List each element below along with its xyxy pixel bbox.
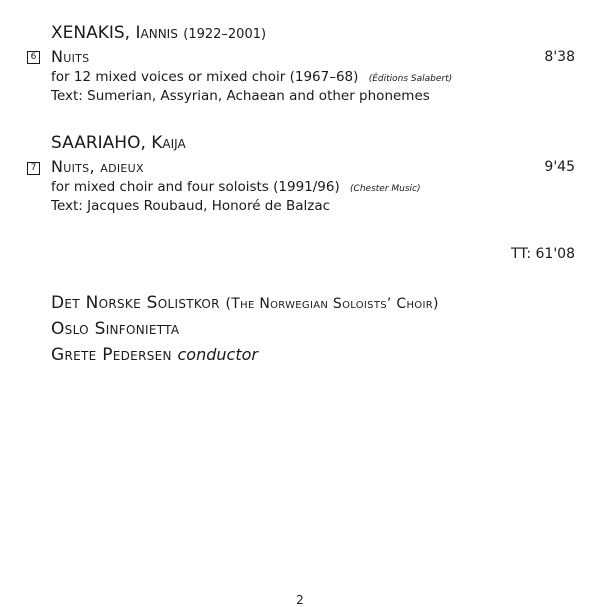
track-duration: 8'38 [544,49,575,65]
work-title: Nuits [51,47,90,66]
track-number-box: 6 [27,51,40,64]
composer-surname: XENAKIS, [51,23,131,43]
total-time: TT: 61'08 [511,246,575,262]
performer-ensemble: Oslo Sinfonietta [51,319,180,339]
composer-saariaho [51,133,186,153]
work-text-source: Text: Sumerian, Assyrian, Achaean and other phonemes [51,88,430,104]
composer-xenakis [51,23,266,43]
performer-choir [51,293,439,313]
composer-given-name: Kaija [151,133,186,153]
work-instrumentation [51,69,452,85]
work-text-source: Text: Jacques Roubaud, Honoré de Balzac [51,198,331,214]
track-number-box: 7 [27,162,40,175]
page-number: 2 [296,593,304,607]
track-duration: 9'45 [544,159,575,175]
composer-given-name: Iannis [135,23,178,43]
conductor-role: conductor [177,345,258,364]
instrumentation-text: for mixed choir and four soloists (1991/96) [51,179,340,195]
publisher: (Éditions Salabert) [368,74,453,84]
composer-surname: SAARIAHO, [51,133,146,153]
instrumentation-text: for 12 mixed voices or mixed choir (1967–68) [51,69,359,85]
choir-name: Det Norske Solistkor [51,293,220,313]
composer-years: (1922–2001) [183,27,267,42]
conductor-name: Grete Pedersen [51,345,172,365]
choir-translation: (The Norwegian Soloists’ Choir) [225,296,439,312]
publisher: (Chester Music) [350,184,421,194]
work-instrumentation [51,179,421,195]
performer-conductor [51,345,258,365]
work-title: Nuits, adieux [51,157,144,176]
